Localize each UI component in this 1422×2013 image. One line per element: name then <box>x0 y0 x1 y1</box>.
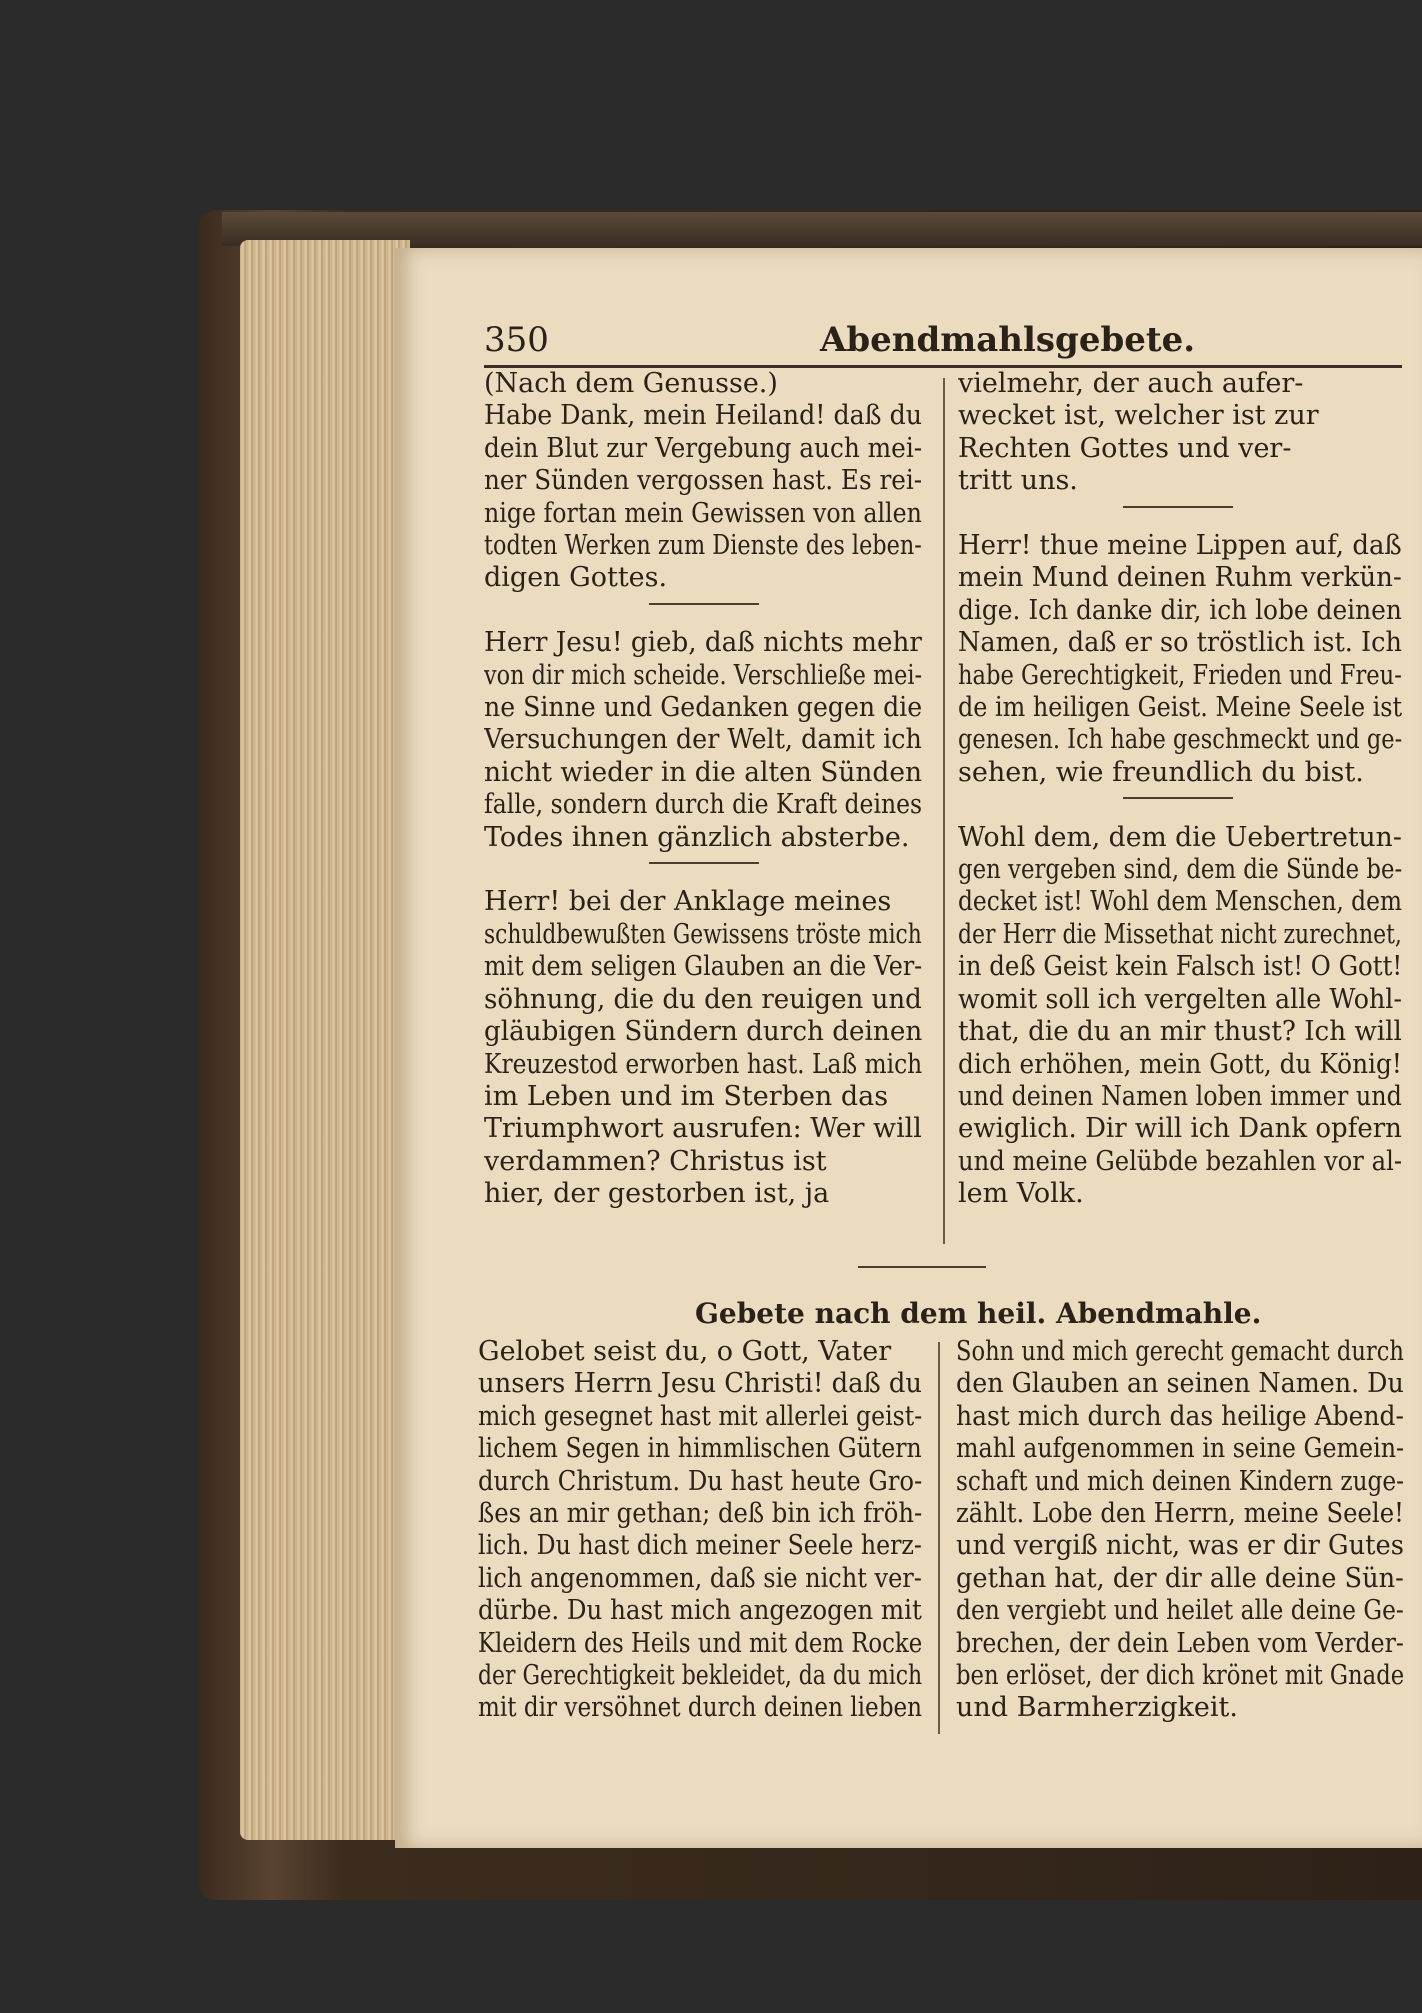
text-line: hier, der gestorben ist, ja <box>484 1178 830 1210</box>
text-line: womit soll ich vergelten alle Wohl- <box>958 983 1402 1015</box>
text-line: Herr! bei der Anklage meines <box>484 886 892 918</box>
text-line: nicht wieder in die alten Sünden <box>484 756 922 788</box>
running-title: Abendmahlsgebete. <box>820 320 1196 360</box>
text-line: Kleidern des Heils und mit dem Rocke <box>478 1627 922 1659</box>
text-line: gläubigen Sündern durch deinen <box>484 1016 922 1048</box>
text-line: todten Werken zum Dienste des leben- <box>484 530 922 562</box>
text-line: Wohl dem, dem die Uebertretun- <box>958 821 1402 853</box>
upper-column-divider <box>943 378 945 1244</box>
text-line: Rechten Gottes und ver- <box>958 432 1292 464</box>
paragraph-separator <box>958 498 1402 530</box>
text-line: Kreuzestod erworben hast. Laß mich <box>484 1048 922 1080</box>
text-line: Sohn und mich gerecht gemacht durch <box>956 1336 1404 1367</box>
text-line: dich erhöhen, mein Gott, du König! <box>958 1048 1402 1080</box>
text-line: in deß Geist kein Falsch ist! O Gott! <box>958 951 1402 983</box>
lower-left-column <box>478 1336 922 1725</box>
text-line: wecket ist, welcher ist zur <box>958 400 1319 432</box>
paragraph-separator-rule <box>649 862 759 864</box>
text-line: Habe Dank, mein Heiland! daß du <box>484 400 922 432</box>
paragraph-separator <box>484 595 922 627</box>
page-edges <box>240 240 410 1840</box>
upper-left-column <box>484 368 922 1211</box>
text-line: decket ist! Wohl dem Menschen, dem <box>958 886 1402 918</box>
section-title: Gebete nach dem heil. Abendmahle. <box>695 1297 1262 1330</box>
text-line: mein Mund deinen Ruhm verkün- <box>958 562 1402 594</box>
text-line: ben erlöset, der dich krönet mit Gnade <box>956 1660 1404 1692</box>
text-line: hast mich durch das heilige Abend- <box>956 1400 1404 1432</box>
text-line: im Leben und im Sterben das <box>484 1080 889 1112</box>
text-line: der Herr die Missethat nicht zurechnet, <box>958 918 1402 950</box>
text-line: den vergiebt und heilet alle deine Ge- <box>956 1595 1404 1627</box>
text-line: dige. Ich danke dir, ich lobe deinen <box>958 594 1402 626</box>
text-line: den Glauben an seinen Namen. Du <box>956 1368 1404 1400</box>
text-line: ne Sinne und Gedanken gegen die <box>484 692 922 724</box>
text-line: ewiglich. Dir will ich Dank opfern <box>958 1113 1402 1145</box>
paragraph-separator-rule <box>1123 506 1233 508</box>
text-line: Namen, daß er so tröstlich ist. Ich <box>958 627 1402 659</box>
text-line: und meine Gelübde bezahlen vor al- <box>958 1145 1402 1177</box>
paragraph-separator <box>484 854 922 886</box>
page-number: 350 <box>484 320 549 360</box>
text-line: Herr Jesu! gieb, daß nichts mehr <box>484 627 922 659</box>
text-line: digen Gottes. <box>484 562 668 594</box>
text-line: schuldbewußten Gewissens tröste mich <box>484 918 922 950</box>
text-line: mahl aufgenommen in seine Gemein- <box>956 1433 1404 1465</box>
text-line: tritt uns. <box>958 465 1078 497</box>
text-line: (Nach dem Genusse.) <box>484 368 778 399</box>
text-line: gethan hat, der dir alle deine Sün- <box>956 1562 1404 1594</box>
text-line: Herr! thue meine Lippen auf, daß <box>958 530 1402 562</box>
paragraph-separator <box>958 789 1402 821</box>
text-line: zählt. Lobe den Herrn, meine Seele! <box>956 1498 1404 1530</box>
text-line: mich gesegnet hast mit allerlei geist- <box>478 1400 922 1432</box>
lower-column-divider <box>938 1342 940 1734</box>
text-line: that, die du an mir thust? Ich will <box>958 1016 1402 1048</box>
text-line: der Gerechtigkeit bekleidet, da du mich <box>478 1660 922 1692</box>
text-line: dein Blut zur Vergebung auch mei- <box>484 432 922 464</box>
text-line: mit dem seligen Glauben an die Ver- <box>484 951 922 983</box>
text-line: sehen, wie freundlich du bist. <box>958 756 1364 788</box>
text-line: Triumphwort ausrufen: Wer will <box>484 1113 922 1145</box>
text-line: brechen, der dein Leben vom Verder- <box>956 1627 1404 1659</box>
text-line: lem Volk. <box>958 1178 1084 1210</box>
text-line: söhnung, die du den reuigen und <box>484 983 922 1015</box>
text-line: lich. Du hast dich meiner Seele herz- <box>478 1530 922 1562</box>
lower-right-column <box>956 1336 1404 1725</box>
text-line: und vergiß nicht, was er dir Gutes <box>956 1530 1404 1562</box>
text-line: lichem Segen in himmlischen Gütern <box>478 1433 922 1465</box>
text-line: Versuchungen der Welt, damit ich <box>484 724 922 756</box>
text-line: falle, sondern durch die Kraft deines <box>484 789 922 821</box>
text-line: dürbe. Du hast mich angezogen mit <box>478 1595 922 1627</box>
paragraph-separator-rule <box>1123 797 1233 799</box>
paragraph-separator-rule <box>649 603 759 605</box>
text-line: schaft und mich deinen Kindern zuge- <box>956 1465 1404 1497</box>
text-line: genesen. Ich habe geschmeckt und ge- <box>958 724 1402 756</box>
text-line: verdammen? Christus ist <box>484 1145 827 1177</box>
text-line: gen vergeben sind, dem die Sünde be- <box>958 854 1402 886</box>
text-line: nige fortan mein Gewissen von allen <box>484 497 922 529</box>
text-line: von dir mich scheide. Verschließe mei- <box>484 659 922 691</box>
text-line: und deinen Namen loben immer und <box>958 1080 1402 1112</box>
text-line: und Barmherzigkeit. <box>956 1692 1238 1724</box>
text-line: Todes ihnen gänzlich absterbe. <box>484 821 910 853</box>
text-line: ner Sünden vergossen hast. Es rei- <box>484 465 922 497</box>
text-line: mit dir versöhnet durch deinen lieben <box>478 1692 922 1724</box>
text-line: habe Gerechtigkeit, Frieden und Freu- <box>958 659 1402 691</box>
text-line: vielmehr, der auch aufer- <box>958 368 1304 399</box>
text-line: unsers Herrn Jesu Christi! daß du <box>478 1368 922 1400</box>
text-line: Gelobet seist du, o Gott, Vater <box>478 1336 892 1367</box>
upper-right-column <box>958 368 1402 1211</box>
text-line: lich angenommen, daß sie nicht ver- <box>478 1562 922 1594</box>
text-line: durch Christum. Du hast heute Gro- <box>478 1465 922 1497</box>
section-divider <box>858 1266 986 1268</box>
text-line: de im heiligen Geist. Meine Seele ist <box>958 692 1402 724</box>
text-line: ßes an mir gethan; deß bin ich fröh- <box>478 1498 922 1530</box>
